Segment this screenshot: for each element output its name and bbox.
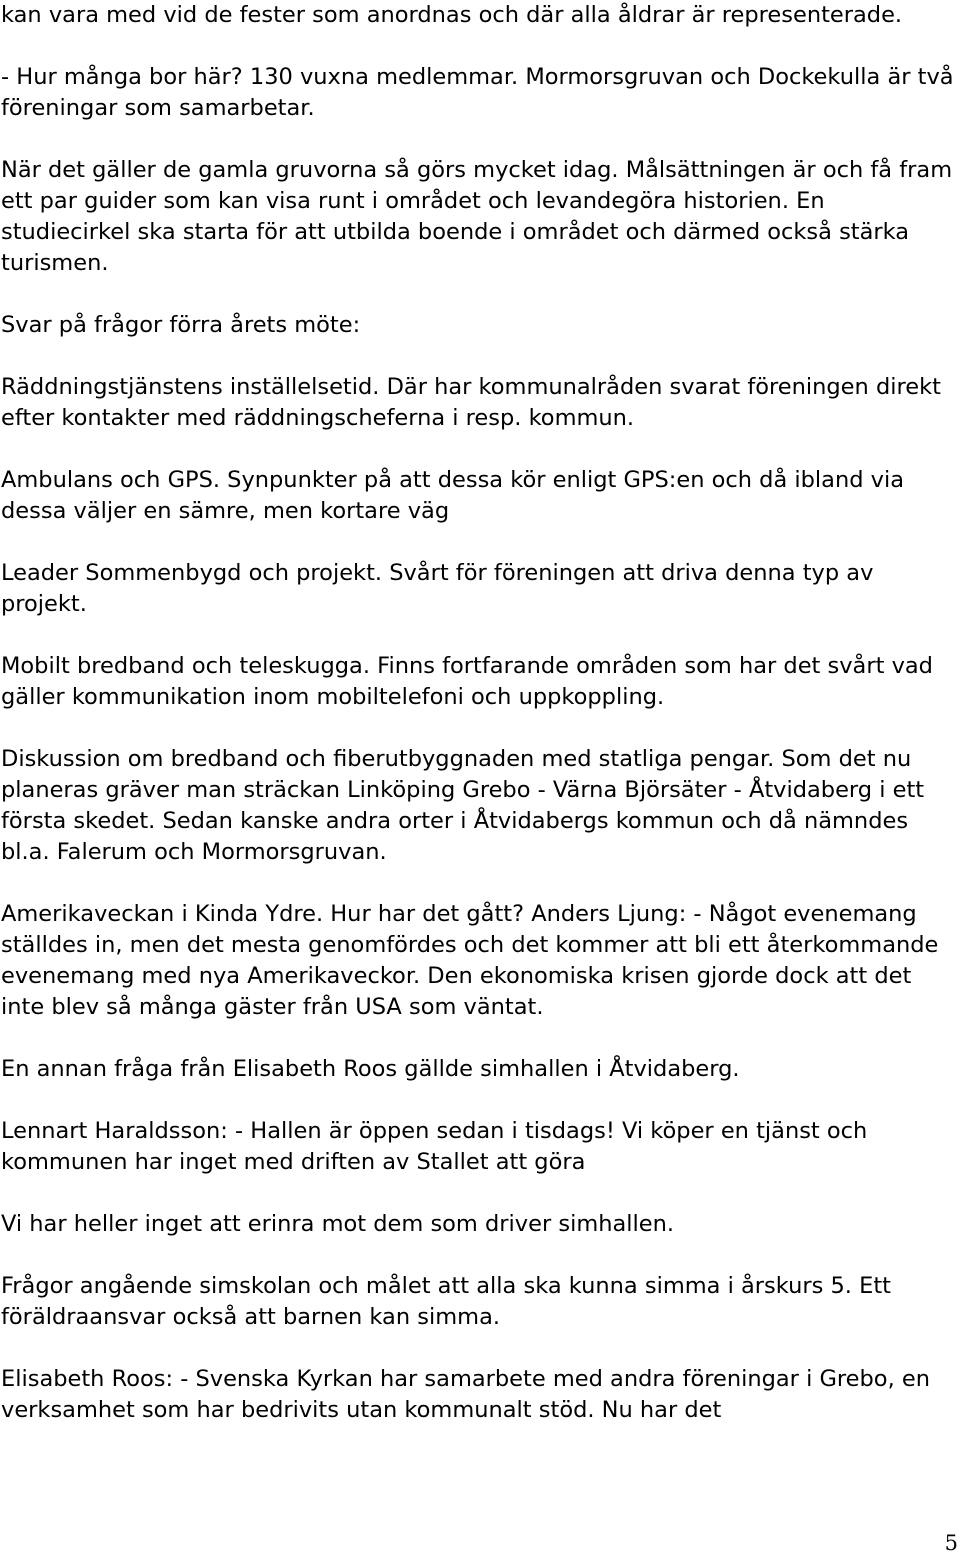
paragraph-10: Amerikaveckan i Kinda Ydre. Hur har det gått? Anders Ljung: - Något evenemang ställdes in, men det mesta genomfördes och det kommer att bli ett återkommande evenemang med nya Amerikaveckor. Den ekonomiska krisen gjorde dock att det inte blev så många gäster från USA som väntat.	[1, 901, 939, 1020]
paragraph-14: Frågor angående simskolan och målet att alla ska kunna simma i årskurs 5. Ett föräldraansvar också att barnen kan simma.	[1, 1273, 891, 1330]
paragraph-6: Ambulans och GPS. Synpunkter på att dessa kör enligt GPS:en och då ibland via dessa väljer en sämre, men kortare väg	[1, 467, 905, 524]
page-number: 5	[944, 1531, 958, 1555]
document-body	[1, 0, 959, 1426]
paragraph-8: Mobilt bredband och teleskugga. Finns fortfarande områden som har det svårt vad gäller kommunikation inom mobiltelefoni och uppkoppling.	[1, 653, 933, 710]
paragraph-2: - Hur många bor här? 130 vuxna medlemmar. Mormorsgruvan och Dockekulla är två föreningar som samarbetar.	[1, 64, 954, 121]
paragraph-12: Lennart Haraldsson: - Hallen är öppen sedan i tisdags! Vi köper en tjänst och kommunen har inget med driften av Stallet att göra	[1, 1118, 868, 1175]
paragraph-1: kan vara med vid de fester som anordnas och där alla åldrar är representerade.	[1, 2, 903, 28]
paragraph-13: Vi har heller inget att erinra mot dem som driver simhallen.	[1, 1211, 675, 1237]
paragraph-11: En annan fråga från Elisabeth Roos gällde simhallen i Åtvidaberg.	[1, 1056, 740, 1082]
paragraph-9: Diskussion om bredband och fiberutbyggnaden med statliga pengar. Som det nu planeras gräver man sträckan Linköping Grebo - Värna Björsäter - Åtvidaberg i ett första skedet. Sedan kanske andra orter i Åtvidabergs kommun och då nämndes bl.a. Falerum och Mormorsgruvan.	[1, 746, 925, 865]
paragraph-7: Leader Sommenbygd och projekt. Svårt för föreningen att driva denna typ av projekt.	[1, 560, 874, 617]
paragraph-15: Elisabeth Roos: - Svenska Kyrkan har samarbete med andra föreningar i Grebo, en verksamhet som har bedrivits utan kommunalt stöd. Nu har det	[1, 1366, 930, 1423]
paragraph-4: Svar på frågor förra årets möte:	[1, 312, 361, 338]
paragraph-5: Räddningstjänstens inställelsetid. Där har kommunalråden svarat föreningen direkt efter kontakter med räddningscheferna i resp. kommun.	[1, 374, 941, 431]
paragraph-3: När det gäller de gamla gruvorna så görs mycket idag. Målsättningen är och få fram ett par guider som kan visa runt i området och levandegöra historien. En studiecirkel ska starta för att utbilda boende i området och därmed också stärka turismen.	[1, 157, 953, 276]
